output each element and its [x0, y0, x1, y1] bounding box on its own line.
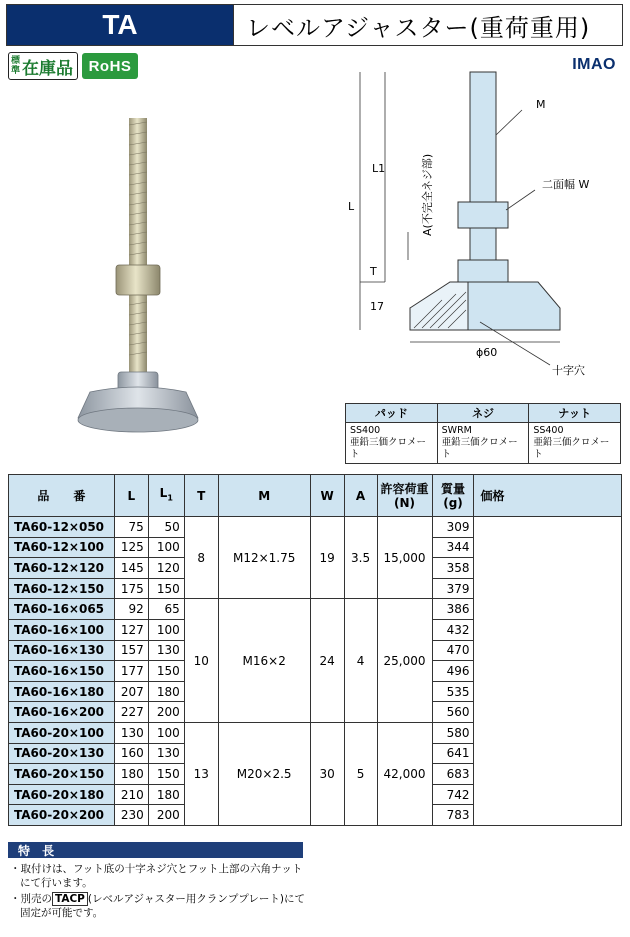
cell-mass: 783 — [432, 805, 474, 826]
cell-w: 24 — [310, 599, 344, 723]
cell-l1: 150 — [148, 661, 184, 682]
standard-mark — [11, 56, 20, 76]
cell-l1: 100 — [148, 619, 184, 640]
cell-price — [474, 517, 622, 826]
cell-l1: 180 — [148, 784, 184, 805]
col-t: T — [184, 475, 218, 517]
cell-l1: 65 — [148, 599, 184, 620]
cell-mass: 683 — [432, 764, 474, 785]
cell-l: 157 — [114, 640, 148, 661]
rohs-badge: RoHS — [82, 53, 138, 79]
cell-m: M12×1.75 — [218, 517, 310, 599]
cell-mass: 535 — [432, 681, 474, 702]
cell-w: 30 — [310, 722, 344, 825]
threaded-rod — [129, 118, 147, 380]
table-row — [9, 517, 622, 538]
hex-nut — [116, 265, 160, 295]
cell-mass: 470 — [432, 640, 474, 661]
cell-l1: 130 — [148, 640, 184, 661]
cell-l: 127 — [114, 619, 148, 640]
cell-mass: 358 — [432, 558, 474, 579]
features-list — [10, 862, 310, 922]
cell-load: 25,000 — [377, 599, 432, 723]
cell-mass: 432 — [432, 619, 474, 640]
material-header-pad: パッド — [346, 404, 438, 423]
col-price: 価格 — [474, 475, 622, 517]
cell-l: 230 — [114, 805, 148, 826]
cell-mass: 580 — [432, 722, 474, 743]
part-number: TA60-20×100 — [9, 722, 115, 743]
part-number: TA60-16×100 — [9, 619, 115, 640]
stock-badge — [8, 52, 78, 80]
cell-l: 75 — [114, 517, 148, 538]
label-l: L — [348, 200, 355, 213]
cell-mass: 496 — [432, 661, 474, 682]
cell-mass: 344 — [432, 537, 474, 558]
col-a: A — [344, 475, 377, 517]
part-number: TA60-16×130 — [9, 640, 115, 661]
label-width: 二面幅 W — [542, 178, 590, 191]
label-a: A(不完全ネジ部) — [421, 153, 434, 236]
part-number: TA60-16×200 — [9, 702, 115, 723]
col-mass: 質量 (g) — [432, 475, 474, 517]
brand-logo: IMAO — [572, 56, 616, 73]
cell-l: 92 — [114, 599, 148, 620]
cell-l: 180 — [114, 764, 148, 785]
drawing-section — [410, 282, 468, 330]
material-header-screw: ネジ — [437, 404, 529, 423]
feature-item: ・取付けは、フット底の十字ネジ穴とフット上部の六角ナットにて行います。 — [10, 863, 303, 889]
part-number: TA60-16×150 — [9, 661, 115, 682]
spec-table-body — [9, 517, 622, 826]
cell-t: 13 — [184, 722, 218, 825]
cell-l: 175 — [114, 578, 148, 599]
col-load: 許容荷重 (N) — [377, 475, 432, 517]
cell-mass: 641 — [432, 743, 474, 764]
cell-mass: 560 — [432, 702, 474, 723]
product-photo — [60, 100, 250, 450]
part-number: TA60-20×150 — [9, 764, 115, 785]
badge-row — [8, 52, 138, 80]
spec-table — [8, 474, 622, 826]
label-cross-hole: 十字穴 — [552, 364, 585, 377]
cell-t: 10 — [184, 599, 218, 723]
cell-l1: 100 — [148, 722, 184, 743]
cell-l: 227 — [114, 702, 148, 723]
cell-l: 145 — [114, 558, 148, 579]
cell-l1: 200 — [148, 805, 184, 826]
cell-l: 210 — [114, 784, 148, 805]
drawing-foot-nut — [458, 260, 508, 282]
col-l: L — [114, 475, 148, 517]
cell-l: 130 — [114, 722, 148, 743]
stock-label: 在庫品 — [22, 58, 74, 79]
drawing-rod — [470, 72, 496, 267]
part-number: TA60-20×180 — [9, 784, 115, 805]
part-number: TA60-12×050 — [9, 517, 115, 538]
cell-l: 125 — [114, 537, 148, 558]
product-title: レベルアジャスター(重荷重用) — [233, 5, 622, 45]
drawing-hex-nut — [458, 202, 508, 228]
col-w: W — [310, 475, 344, 517]
cell-a: 3.5 — [344, 517, 377, 599]
features-heading: 特 長 — [8, 842, 303, 858]
material-header-nut: ナット — [529, 404, 621, 423]
label-m: M — [536, 98, 546, 111]
cell-l1: 150 — [148, 764, 184, 785]
cell-a: 4 — [344, 599, 377, 723]
technical-drawing — [330, 60, 620, 400]
cell-l: 160 — [114, 743, 148, 764]
cell-m: M20×2.5 — [218, 722, 310, 825]
material-screw: SWRM 亜鉛三価クロメート — [437, 423, 529, 464]
part-number: TA60-16×065 — [9, 599, 115, 620]
feature-item: ・別売の TACP (レベルアジャスター用クランププレート)にて固定が可能です。 — [10, 893, 306, 919]
part-number: TA60-12×100 — [9, 537, 115, 558]
cell-l1: 150 — [148, 578, 184, 599]
cell-l1: 100 — [148, 537, 184, 558]
cell-m: M16×2 — [218, 599, 310, 723]
col-l1: $L_1$ — [148, 475, 184, 517]
material-pad: SS400 亜鉛三価クロメート — [346, 423, 438, 464]
standard-mark-line2: 準 — [11, 66, 21, 76]
material-nut: SS400 亜鉛三価クロメート — [529, 423, 621, 464]
standard-mark-line1: 標 — [11, 56, 21, 66]
tacp-tag: TACP — [52, 892, 88, 906]
cell-mass: 386 — [432, 599, 474, 620]
product-code: TA — [7, 5, 233, 45]
cell-t: 8 — [184, 517, 218, 599]
cell-l1: 130 — [148, 743, 184, 764]
title-bar — [6, 4, 623, 46]
cell-mass: 309 — [432, 517, 474, 538]
cell-l1: 120 — [148, 558, 184, 579]
label-diameter: ϕ60 — [476, 346, 498, 359]
label-17: 17 — [370, 300, 384, 313]
material-table — [345, 403, 621, 464]
part-number: TA60-12×120 — [9, 558, 115, 579]
cell-l1: 180 — [148, 681, 184, 702]
col-m: M — [218, 475, 310, 517]
label-t: T — [370, 265, 377, 278]
label-l1: L1 — [372, 162, 386, 175]
cell-mass: 379 — [432, 578, 474, 599]
cell-load: 15,000 — [377, 517, 432, 599]
cell-mass: 742 — [432, 784, 474, 805]
part-number: TA60-20×200 — [9, 805, 115, 826]
cell-w: 19 — [310, 517, 344, 599]
cell-a: 5 — [344, 722, 377, 825]
col-part: 品 番 — [9, 475, 115, 517]
cell-l: 207 — [114, 681, 148, 702]
part-number: TA60-20×130 — [9, 743, 115, 764]
cell-load: 42,000 — [377, 722, 432, 825]
pad-bottom — [78, 408, 198, 432]
part-number: TA60-12×150 — [9, 578, 115, 599]
cell-l1: 200 — [148, 702, 184, 723]
cell-l: 177 — [114, 661, 148, 682]
part-number: TA60-16×180 — [9, 681, 115, 702]
cell-l1: 50 — [148, 517, 184, 538]
